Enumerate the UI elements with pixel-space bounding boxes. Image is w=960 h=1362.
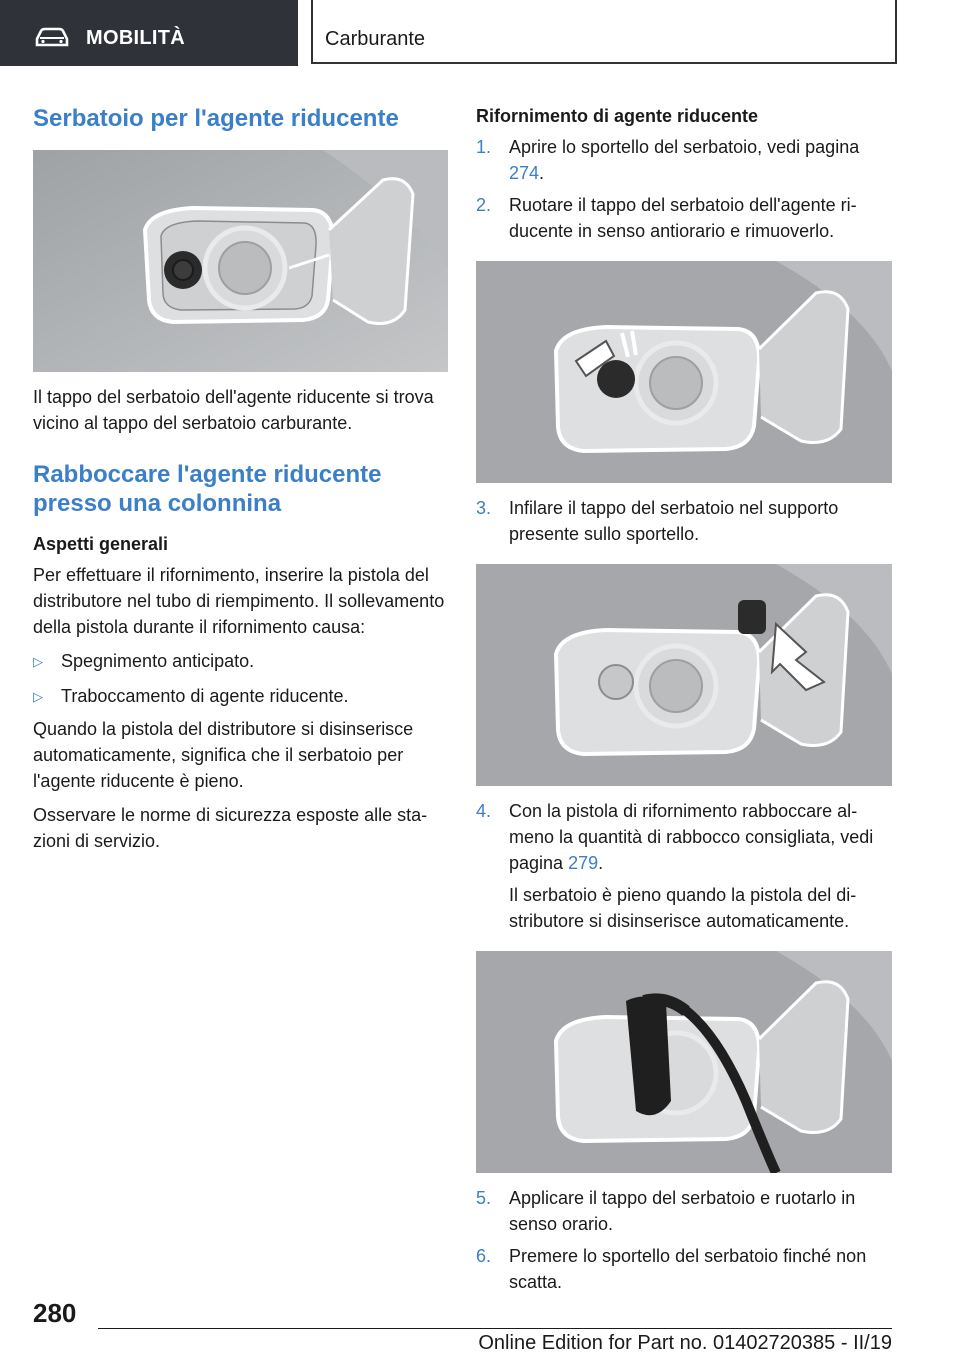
subsection-title: Rifornimento di agente riducente	[476, 106, 759, 126]
section-title-line: Rabboccare l'agente riducente	[33, 461, 382, 488]
list-item-text: Traboccamento di agente riducente.	[61, 686, 349, 706]
right-column	[476, 100, 892, 1295]
section-title-line: presso una colonnina	[33, 490, 282, 517]
step-item	[476, 495, 892, 547]
footer-edition: Online Edition for Part no. 01402720385 - II/19	[478, 1332, 892, 1354]
step-text-body: Con la pistola di rifornimento rabboccare almeno la quantità di rabbocco consigliata, vedi pagina	[509, 801, 874, 873]
page-link[interactable]: 279	[568, 853, 599, 873]
step-text-end: .	[598, 853, 604, 873]
section-label: MOBILITÀ	[86, 27, 186, 49]
list-item	[33, 648, 448, 675]
triangle-bullet-icon: ▷	[33, 654, 43, 669]
list-item-text: Spegnimento anticipato.	[61, 651, 255, 671]
list-item	[33, 683, 448, 710]
step-text-end: .	[539, 163, 545, 183]
step-text	[509, 798, 892, 876]
step-item	[476, 1185, 892, 1237]
step-item	[476, 192, 892, 244]
figure-cap-rotate	[476, 261, 892, 483]
page-number: 280	[33, 1298, 77, 1328]
step-note-text: Il serbatoio è pieno quando la pistola del distributore si disinserisce automaticamente.	[509, 885, 857, 931]
step-item	[476, 798, 892, 876]
paragraph: Per effettuare il rifornimento, inserire la pistola del distributore nel tubo di riempimento. Il sollevamento della pistola durante il rifornimento causa:	[33, 565, 445, 637]
step-item	[476, 134, 892, 186]
section-title: Serbatoio per l'agente riducente	[33, 105, 399, 132]
step-number: 4.	[476, 801, 492, 821]
step-number: 3.	[476, 498, 492, 518]
step-number: 5.	[476, 1188, 492, 1208]
step-text: Premere lo sportello del serbatoio finché non scatta.	[509, 1246, 867, 1292]
figure-tank-cap	[33, 150, 448, 372]
left-column	[33, 100, 448, 854]
paragraph: Quando la pistola del distributore si disinserisce automaticamente, significa che il serbatoio per l'agente riducente è pieno.	[33, 719, 414, 791]
paragraph: Osservare le norme di sicurezza esposte alle stazioni di servizio.	[33, 805, 428, 851]
step-text: Ruotare il tappo del serbatoio dell'agente riducente in senso antiorario e rimuoverlo.	[509, 195, 857, 241]
step-note	[476, 882, 892, 934]
page-link[interactable]: 274	[509, 163, 540, 183]
step-number: 1.	[476, 137, 492, 157]
footer-divider	[98, 1328, 892, 1329]
subsection-title: Aspetti generali	[33, 534, 169, 554]
chapter-tab	[311, 0, 897, 64]
figure-refill-nozzle	[476, 951, 892, 1173]
triangle-bullet-icon: ▷	[33, 689, 43, 704]
step-number: 6.	[476, 1246, 492, 1266]
car-icon	[34, 26, 70, 48]
paragraph: Il tappo del serbatoio dell'agente riducente si trova vicino al tappo del serbatoio carburante.	[33, 387, 434, 433]
step-number: 2.	[476, 195, 492, 215]
step-item	[476, 1243, 892, 1295]
figure-cap-holder	[476, 564, 892, 786]
chapter-label: Carburante	[325, 28, 426, 50]
step-text-body: Aprire lo sportello del serbatoio, vedi pagina	[509, 137, 860, 157]
step-text: Infilare il tappo del serbatoio nel supporto presente sullo sportello.	[509, 498, 839, 544]
section-tab	[0, 0, 298, 66]
step-text	[509, 134, 892, 186]
step-text: Applicare il tappo del serbatoio e ruotarlo in senso orario.	[509, 1188, 856, 1234]
